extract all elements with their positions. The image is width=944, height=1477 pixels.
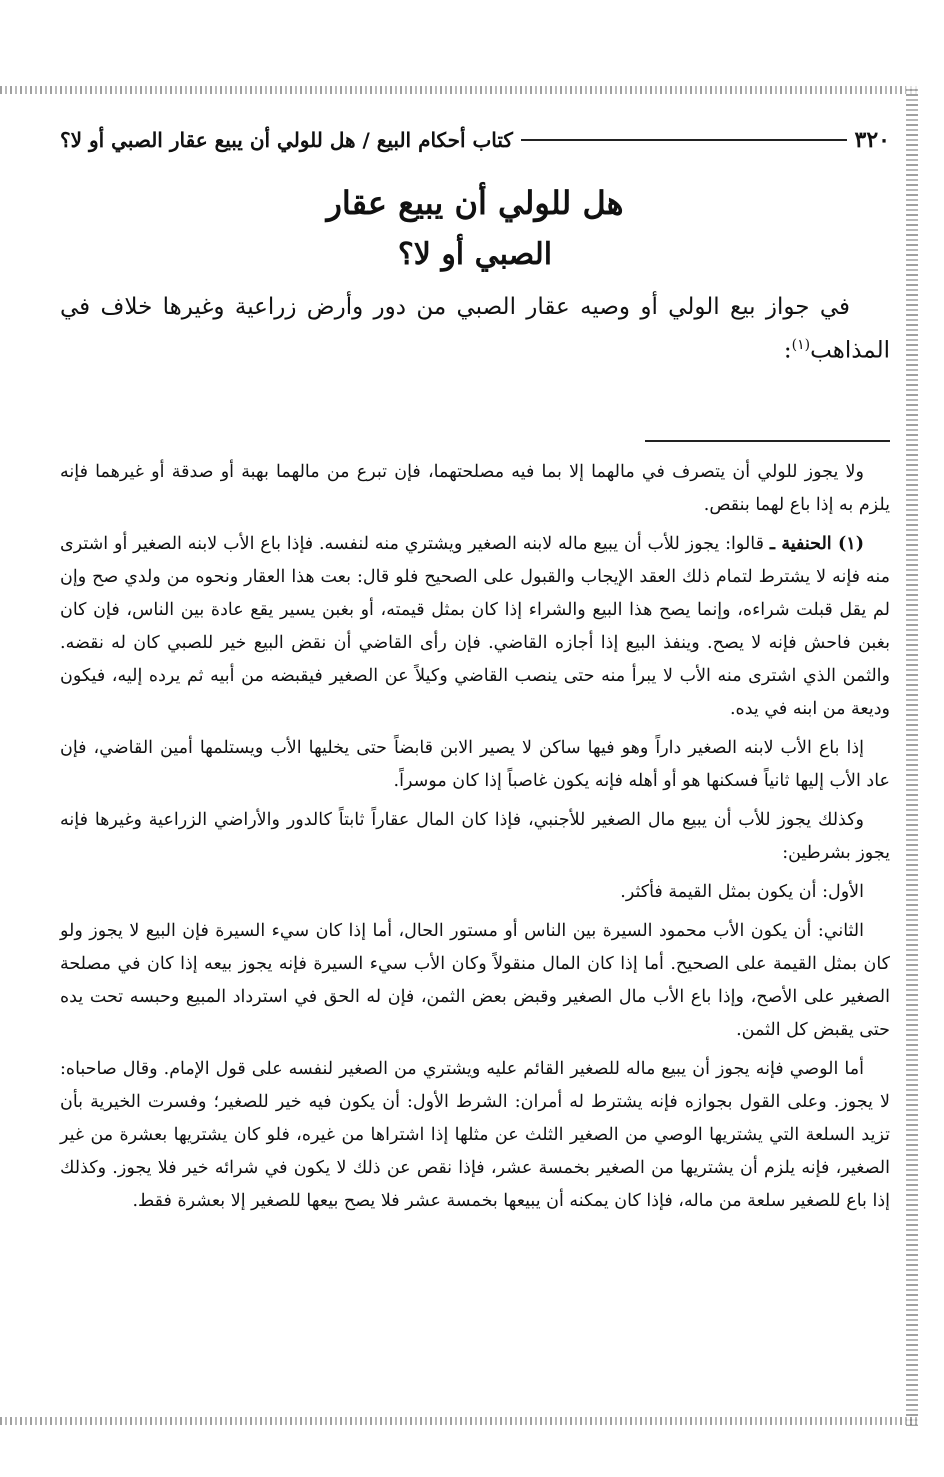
footnote-1 — [60, 528, 890, 726]
intro-text: في جواز بيع الولي أو وصيه عقار الصبي من دور وأرض زراعية وغيرها خلاف في المذاهب — [60, 294, 890, 364]
decorative-border-top — [0, 86, 918, 94]
intro-paragraph — [60, 288, 890, 370]
running-header — [60, 120, 890, 160]
running-title: كتاب أحكام البيع / هل للولي أن يبيع عقار الصبي أو لا؟ — [60, 128, 513, 152]
intro-tail: : — [783, 337, 792, 364]
footnote-1-label: (١) الحنفية ـ — [769, 533, 864, 554]
page-number: ٣٢٠ — [854, 127, 890, 153]
decorative-border-right — [906, 86, 918, 1426]
section-title-line2: الصبي أو لا؟ — [397, 237, 553, 272]
footnote-paragraph: إذا باع الأب لابنه الصغير داراً وهو فيها ساكن لا يصير الابن قابضاً حتى يخليها الأب ويستلمها أمين القاضي، فإن عاد الأب إليها ثانياً فسكنها هو أو أهله فإنه يكون غاصباً إذا كان موسراً. — [60, 737, 890, 791]
footnote-continuation: ولا يجوز للولي أن يتصرف في مالهما إلا بما فيه مصلحتهما، فإن تبرع من مالهما بهبة أو صدقة أو غيرهما فإنه يلزم به إذا باع لهما بنقص. — [60, 461, 890, 515]
footnote-1-text: قالوا: يجوز للأب أن يبيع ماله لابنه الصغير ويشتري منه لنفسه. فإذا باع الأب لابنه الصغير أو اشترى منه فإنه لا يشترط لتمام ذلك العقد الإيجاب والقبول على الصحيح فلو قال: بعت هذا العقار ونحوه من ولدي صح وإن لم يقل قبلت شراءه، وإنما يصح هذا البيع والشراء إذا كان بمثل قيمته، أو بغبن يسير يقع عادة بين الناس، فإن كان بغبن فاحش فإنه لا يصح. وينفذ البيع إذا أجازه القاضي. فإن رأى القاضي أن نقض البيع خير للصبي كان له نقضه. والثمن الذي اشترى منه الأب لا يبرأ منه حتى ينصب القاضي وكيلاً عن الصغير فيقبضه من أبيه ثم يرده إليه، فيكون وديعة من ابنه في يده. — [60, 533, 890, 719]
decorative-border-bottom — [0, 1417, 918, 1425]
header-rule — [521, 139, 847, 141]
footnote-condition-1: الأول: أن يكون بمثل القيمة فأكثر. — [620, 881, 864, 902]
footnote-condition-2: الثاني: أن يكون الأب محمود السيرة بين الناس أو مستور الحال، أما إذا كان سيء السيرة فإن البيع لا يجوز ولو كان بمثل القيمة على الصحيح. أما إذا كان المال منقولاً وكان الأب سيء السيرة فإنه يجوز بيعه إذا كان في مصلحة الصغير على الأصح، وإذا باع الأب مال الصغير وقبض بعض الثمن، فإن له الحق في استرداد المبيع وحبسه تحت يده حتى يقبض كل الثمن. — [60, 920, 890, 1040]
footnote-ref[interactable]: (١) — [791, 337, 811, 353]
section-title-line1: هل للولي أن يبيع عقار — [326, 184, 624, 222]
footnote-separator — [645, 440, 890, 442]
page — [60, 120, 890, 1410]
footnote-paragraph: وكذلك يجوز للأب أن يبيع مال الصغير للأجنبي، فإذا كان المال عقاراً ثابتاً كالدور والأراضي الزراعية وغيرها فإنه يجوز بشرطين: — [60, 809, 890, 863]
footnote-paragraph: أما الوصي فإنه يجوز أن يبيع ماله للصغير القائم عليه ويشتري من الصغير لنفسه على قول الإمام. وقال صاحباه: لا يجوز. وعلى القول بجوازه فإنه يشترط له أمران: الشرط الأول: أن يكون فيه خير للصغير؛ وفسرت الخيرية بأن تزيد السلعة التي يشتريها الوصي من الصغير الثلث عن مثلها إذا اشتراها من غيره، فلو كان يشتريها بعشرة من غير الصغير، فإنه يلزم أن يشتريها من الصغير بخمسة عشر، فإذا نقص عن ذلك لا يكون في شرائه خير فلا يجوز. وكذلك إذا باع للصغير سلعة من ماله، فإذا كان يمكنه أن يبيعها بخمسة عشر فلا يصح بيعها للصغير إلا بعشرة فقط. — [60, 1058, 890, 1211]
